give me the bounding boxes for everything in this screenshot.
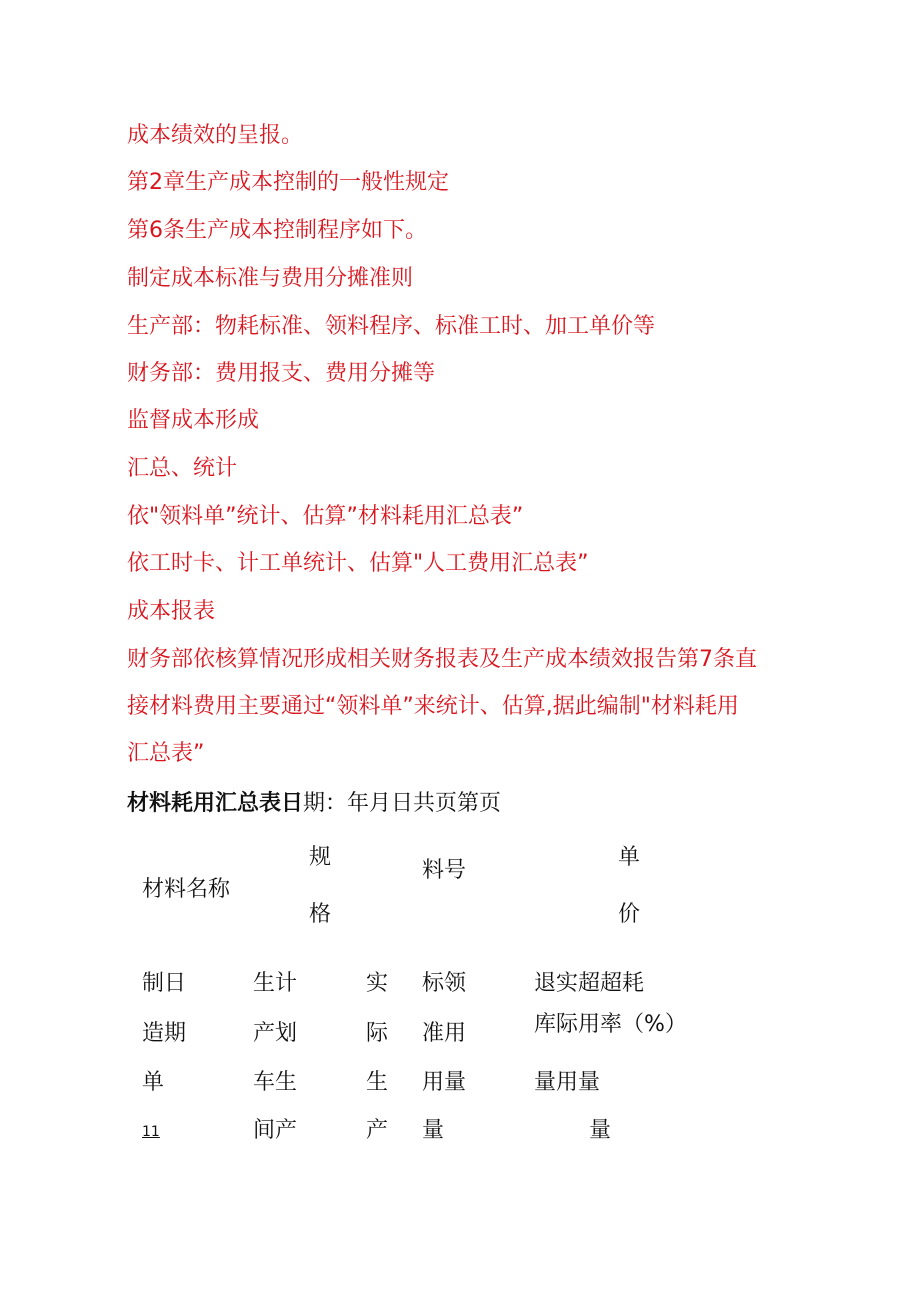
text-line-5: 生产部：物耗标准、领料程序、标准工时、加工单价等 xyxy=(127,314,656,339)
text-line-6: 财务部：费用报支、费用分摊等 xyxy=(127,361,436,386)
table-title xyxy=(127,790,501,818)
chapter-heading: 第2章生产成本控制的一般性规定 xyxy=(127,170,449,195)
text-line-8: 汇总、统计 xyxy=(127,456,238,481)
grid-cell: 退实超超耗 xyxy=(534,971,645,996)
text-line-10: 依工时卡、计工单统计、估算"人工费用汇总表” xyxy=(127,551,589,576)
text-line-4: 制定成本标准与费用分摊准则 xyxy=(127,266,414,291)
table-title-rest: 期：年月日共页第页 xyxy=(303,791,502,816)
text-line-1: 成本绩效的呈报。 xyxy=(127,123,304,148)
grid-cell: 准用 xyxy=(422,1021,467,1046)
text-line-11: 成本报表 xyxy=(127,599,216,624)
text-line-13: 接材料费用主要通过“领料单”来统计、估算,据此编制"材料耗用 xyxy=(127,694,739,719)
text-line-9: 依"领料单”统计、估算”材料耗用汇总表” xyxy=(127,504,524,529)
grid-cell: 际 xyxy=(366,1021,389,1046)
grid-cell-small: 11 xyxy=(142,1124,160,1140)
grid-cell: 量用量 xyxy=(534,1070,601,1095)
grid-cell: 产 xyxy=(366,1118,389,1143)
header-material-name: 材料名称 xyxy=(142,877,231,902)
text-line-7: 监督成本形成 xyxy=(127,408,260,433)
grid-cell: 生 xyxy=(366,1070,389,1095)
grid-cell: 库际用率（%） xyxy=(534,1012,687,1037)
header-spec-top: 规 xyxy=(309,845,332,870)
grid-cell: 单 xyxy=(142,1070,165,1095)
grid-cell: 生计 xyxy=(253,971,298,996)
grid-cell: 实 xyxy=(366,971,389,996)
header-unit-price-bottom: 价 xyxy=(618,902,641,927)
text-line-14: 汇总表” xyxy=(127,741,205,766)
header-item-no: 料号 xyxy=(422,858,467,883)
grid-cell: 用量 xyxy=(422,1070,467,1095)
grid-cell: 车生 xyxy=(253,1070,298,1095)
article-heading: 第6条生产成本控制程序如下。 xyxy=(127,218,427,243)
grid-cell: 产划 xyxy=(253,1021,298,1046)
grid-cell: 制日 xyxy=(142,971,187,996)
grid-cell: 间产 xyxy=(253,1118,298,1143)
grid-cell: 量 xyxy=(589,1118,612,1143)
header-spec-bottom: 格 xyxy=(309,902,332,927)
grid-cell: 标领 xyxy=(422,971,467,996)
header-unit-price-top: 单 xyxy=(618,845,641,870)
table-title-bold: 材料耗用汇总表日 xyxy=(127,791,304,816)
text-line-12: 财务部依核算情况形成相关财务报表及生产成本绩效报告第7条直 xyxy=(127,647,757,672)
grid-cell: 造期 xyxy=(142,1021,187,1046)
grid-cell: 量 xyxy=(422,1118,445,1143)
